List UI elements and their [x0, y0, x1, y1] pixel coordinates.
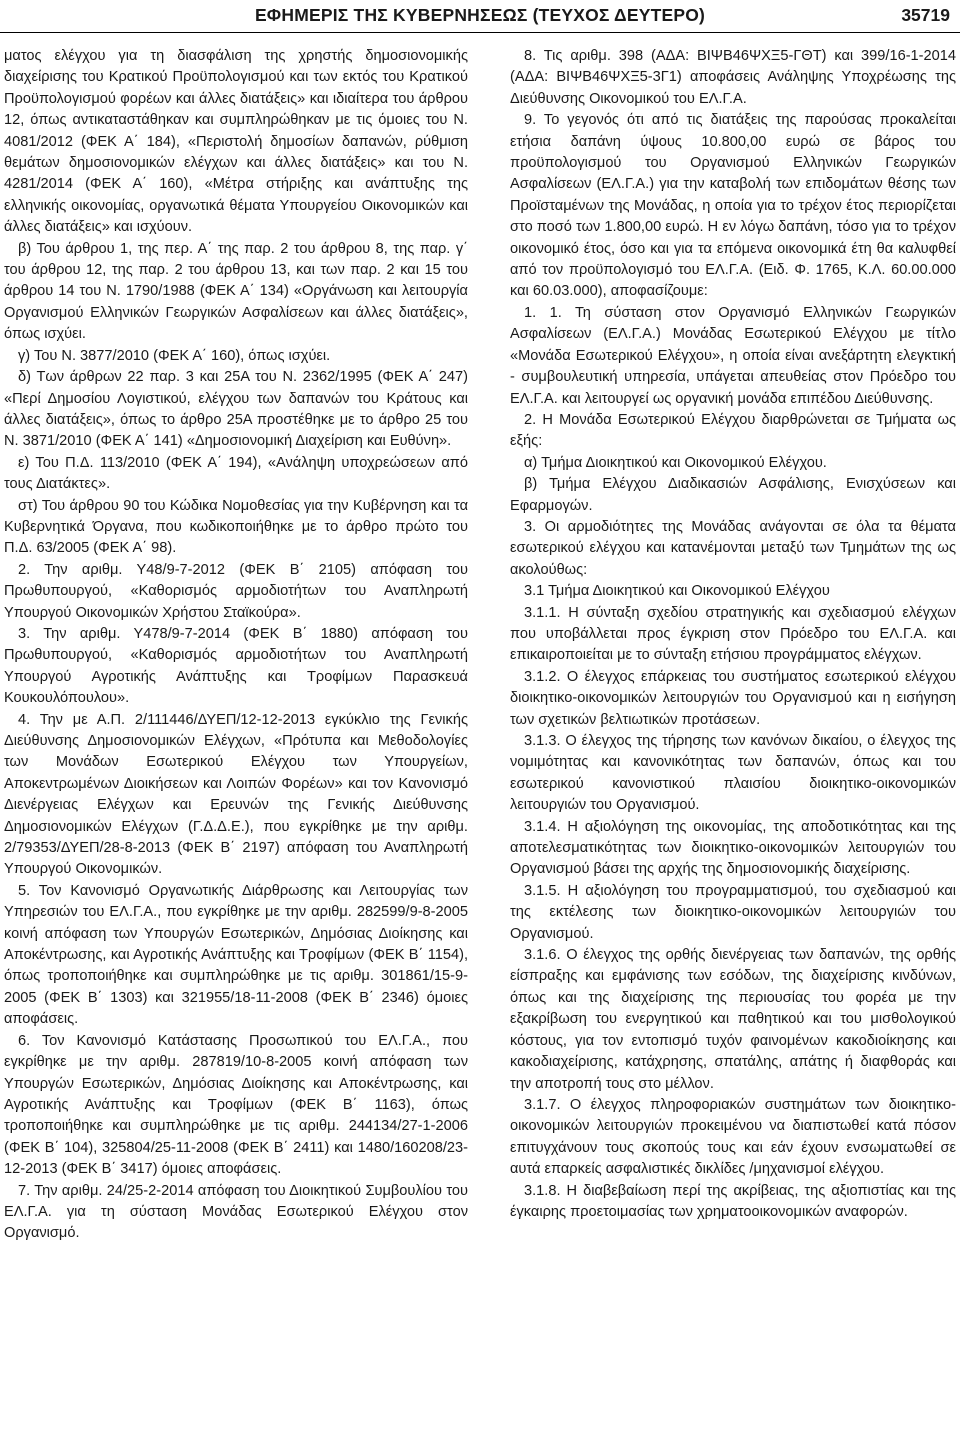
- paragraph: 2. Η Μονάδα Εσωτερικού Ελέγχου διαρθρώνεται σε Τμήματα ως εξής:: [510, 411, 956, 450]
- paragraph: 3.1.5. Η αξιολόγηση του προγραμματισμού, του σχεδιασμού και της εκτέλεσης των διοικητικο-οικονομικών λειτουργιών του Οργανισμού.: [510, 882, 956, 942]
- paragraph: 9. Το γεγονός ότι από τις διατάξεις της παρούσας προκαλείται ετήσια δαπάνη ύψους 10.800,00 ευρώ σε βάρος του προϋπολογισμού του Οργανισμού Ελληνικών Γεωργικών Ασφαλίσεων (ΕΛ.Γ.Α.) για την καταβολή των επιδομάτων θέσης των Προϊσταμένων της Μονάδας, η οποία για το τρέχον έτος περιορίζεται στο ποσό των 1.800,00 ευρώ. Η εν λόγω δαπάνη, τόσο για το τρέχον οικονομικό έτος, όσο και για τα επόμενα οικονομικά έτη θα καλυφθεί από τον προϋπολογισμό του ΕΛ.Γ.Α. (Ειδ. Φ. 1765, Κ.Λ. 60.00.000 και 60.03.000), αποφασίζουμε:: [510, 112, 956, 300]
- paragraph: 6. Τον Κανονισμό Κατάστασης Προσωπικού του ΕΛ.Γ.Α., που εγκρίθηκε με την αριθμ. 287819/10-8-2005 κοινή απόφαση των Υπουργών Εσωτερικών, Δημόσιας Διοίκησης και Αποκέντρωσης, και Αγροτικής Ανάπτυξης και Τροφίμων (ΦΕΚ Β΄ 1163), όπως τροποποιήθηκε και συμπληρώθηκε με τις αριθμ. 244134/27-1-2006 (ΦΕΚ Β΄ 104), 325804/25-11-2008 (ΦΕΚ Β΄ 2411) και 1480/160208/23-12-2013 (ΦΕΚ Β΄ 3417) όμοιες αποφάσεις.: [4, 1032, 468, 1178]
- paragraph: ματος ελέγχου για τη διασφάλιση της χρηστής δημοσιονομικής διαχείρισης του Κρατικού Προϋπολογισμού και των εκτός του Κρατικού Προϋπολογισμού φορέων και άλλες διατάξεις» και ιδιαίτερα του άρθρου 12, όπως αντικαταστάθηκαν και συμπληρώθηκαν με τις όμοιες του Ν. 4081/2012 (ΦΕΚ Α΄ 184), «Περιστολή δημοσίων δαπανών, ρύθμιση θεμάτων δημοσιονομικών ελέγχων και άλλες διατάξεις» και του Ν. 4281/2014 (ΦΕΚ Α΄ 160), «Μέτρα στήριξης και ανάπτυξης της ελληνικής οικονομίας, οργανωτικά θέματα Υπουργείου Οικονομικών και άλλες διατάξεις» και ισχύουν.: [4, 48, 468, 236]
- paragraph: 3.1.6. Ο έλεγχος της ορθής διενέργειας των δαπανών, της ορθής είσπραξης και εμφάνισης των εσόδων, της διαχείρισης κινδύνων, όπως και της διαχείρισης της περιουσίας του φορέα με την εξακρίβωση του ενεργητικού και παθητικού και του μισθολογικού κόστους, για τον εντοπισμό τυχόν φαινομένων κακοδιοίκησης και κακοδιαχείρισης, κατάχρησης, σπατάλης, απάτης ή διαφθοράς και την αποτροπή τους στο μέλλον.: [510, 947, 956, 1092]
- paragraph: 8. Τις αριθμ. 398 (ΑΔΑ: ΒΙΨΒ46ΨΧΞ5-ΓΘΤ) και 399/16-1-2014 (ΑΔΑ: ΒΙΨΒ46ΨΧΞ5-3Γ1) αποφάσεις Ανάληψης Υποχρέωσης της Διεύθυνσης Οικονομικού του ΕΛ.Γ.Α.: [510, 48, 956, 107]
- right-column: [510, 46, 956, 1223]
- paragraph: 7. Την αριθμ. 24/25-2-2014 απόφαση του Διοικητικού Συμβουλίου του ΕΛ.Γ.Α. για τη σύσταση Μονάδας Εσωτερικού Ελέγχου στον Οργανισμό.: [4, 1182, 468, 1242]
- paragraph: β) Του άρθρου 1, της περ. Α΄ της παρ. 2 του άρθρου 8, της παρ. γ΄ του άρθρου 12, της παρ. 2 του άρθρου 13, και των παρ. 2 και 15 του άρθρου 14 του Ν. 1790/1988 (ΦΕΚ Α΄ 134) «Οργάνωση και λειτουργία Οργανισμού Ελληνικών Γεωργικών Ασφαλίσεων και άλλες διατάξεις», όπως ισχύει.: [4, 240, 468, 343]
- left-column: [4, 46, 468, 1245]
- paragraph: γ) Του Ν. 3877/2010 (ΦΕΚ Α΄ 160), όπως ισχύει.: [18, 347, 331, 364]
- paragraph: 3.1.4. Η αξιολόγηση της οικονομίας, της αποδοτικότητας και της αποτελεσματικότητας των διοικητικο-οικονομικών λειτουργιών του Οργανισμού βάσει της αρχής της δημοσιονομικής διαχείρισης.: [510, 818, 956, 878]
- paragraph: 5. Τον Κανονισμό Οργανωτικής Διάρθρωσης και Λειτουργίας των Υπηρεσιών του ΕΛ.Γ.Α., που εγκρίθηκε με την αριθμ. 282599/9-8-2005 κοινή απόφαση των Υπουργών Εσωτερικών, Δημόσιας Διοίκησης και Αποκέντρωσης, και Αγροτικής Ανάπτυξης και Τροφίμων (ΦΕΚ Β΄ 1154), όπως τροποποιήθηκε και συμπληρώθηκε με τις αριθμ. 301861/15-9-2005 (ΦΕΚ Β΄ 1303) και 321955/18-11-2008 (ΦΕΚ Β΄ 2346) όμοιες αποφάσεις.: [4, 882, 468, 1028]
- paragraph: 3.1.2. Ο έλεγχος επάρκειας του συστήματος εσωτερικού ελέγχου διοικητικο-οικονομικών λειτουργιών του Οργανισμού και η εισήγηση των σχετικών βελτιωτικών προτάσεων.: [510, 668, 956, 728]
- paragraph: β) Τμήμα Ελέγχου Διαδικασιών Ασφάλισης, Ενισχύσεων και Εφαρμογών.: [510, 476, 956, 514]
- paragraph: 3. Οι αρμοδιότητες της Μονάδας ανάγονται σε όλα τα θέματα εσωτερικού ελέγχου και κατανέμονται μεταξύ των Τμημάτων της ως ακολούθως:: [510, 518, 956, 578]
- paragraph: 3.1.8. Η διαβεβαίωση περί της ακρίβειας, της αξιοπιστίας και της έγκαιρης προετοιμασίας των χρηματοοικονομικών αναφορών.: [510, 1182, 956, 1220]
- paragraph: 3.1.1. Η σύνταξη σχεδίου στρατηγικής και σχεδιασμού ελέγχων που υποβάλλεται προς έγκριση στον Πρόεδρο του ΕΛ.Γ.Α. και επικαιροποιείται με το σύνταξη ετήσιου προγράμματος ελέγχων.: [510, 604, 956, 664]
- paragraph: 4. Την με Α.Π. 2/111446/ΔΥΕΠ/12-12-2013 εγκύκλιο της Γενικής Διεύθυνσης Δημοσιονομικών Ελέγχων, «Πρότυπα και Μεθοδολογίες των Μονάδων Εσωτερικού Ελέγχου των Υπουργείων, Αποκεντρωμένων Διοικήσεων και Λοιπών Φορέων» και τον Κανονισμό Διενέργειας Ελέγχων και Ερευνών της Γενικής Διεύθυνσης Δημοσιονομικών Ελέγχων (Γ.Δ.Δ.Ε.), που εγκρίθηκε με την αριθμ. 2/79353/ΔΥΕΠ/28-8-2013 (ΦΕΚ Β΄ 2197) απόφαση του Αναπληρωτή Υπουργού Οικονομικών.: [4, 711, 468, 878]
- header-divider: [0, 32, 960, 33]
- paragraph: δ) Των άρθρων 22 παρ. 3 και 25Α του Ν. 2362/1995 (ΦΕΚ Α΄ 247) «Περί Δημοσίου Λογιστικού, ελέγχου των δαπανών του Κράτους και άλλες διατάξεις», όπως το άρθρο 25Α προστέθηκε με το άρθρο 25 του Ν. 3871/2010 (ΦΕΚ Α΄ 141) «Δημοσιονομική Διαχείριση και Ευθύνη».: [4, 369, 468, 450]
- page-header: [0, 0, 960, 34]
- gazette-title: ΕΦΗΜΕΡΙΣ ΤΗΣ ΚΥΒΕΡΝΗΣΕΩΣ (ΤΕΥΧΟΣ ΔΕΥΤΕΡΟ): [254, 5, 706, 25]
- paragraph: α) Τμήμα Διοικητικού και Οικονομικού Ελέγχου.: [524, 454, 827, 471]
- page-number: 35719: [901, 5, 950, 25]
- paragraph: 2. Την αριθμ. Υ48/9-7-2012 (ΦΕΚ Β΄ 2105) απόφαση του Πρωθυπουργού, «Καθορισμός αρμοδιοτήτων του Αναπληρωτή Υπουργού Οικονομικών Χρήστου Σταϊκούρα».: [4, 561, 468, 621]
- paragraph: 3. Την αριθμ. Υ478/9-7-2014 (ΦΕΚ Β΄ 1880) απόφαση του Πρωθυπουργού, «Καθορισμός αρμοδιοτήτων του Αναπληρωτή Υπουργού Αγροτικής Ανάπτυξης και Τροφίμων Παρασκευά Κουκουλόπουλου».: [4, 625, 468, 707]
- paragraph: 3.1.3. Ο έλεγχος της τήρησης των κανόνων δικαίου, ο έλεγχος της νομιμότητας και κανονικότητας των δαπανών, όπως και του εσωτερικού κανονιστικού πλαισίου διοικητικο-οικονομικών λειτουργιών του Οργανισμού.: [510, 733, 956, 814]
- paragraph: στ) Του άρθρου 90 του Κώδικα Νομοθεσίας για την Κυβέρνηση και τα Κυβερνητικά Όργανα, που κωδικοποιήθηκε με το άρθρο πρώτο του Π.Δ. 63/2005 (ΦΕΚ Α΄ 98).: [4, 497, 468, 557]
- paragraph: 1. 1. Τη σύσταση στον Οργανισμό Ελληνικών Γεωργικών Ασφαλίσεων (ΕΛ.Γ.Α.) Μονάδας Εσωτερικού Ελέγχου με τίτλο «Μονάδα Εσωτερικού Ελέγχου», η οποία είναι ανεξάρτητη ελεγκτική - συμβουλευτική υπηρεσία, υπάγεται απευθείας στον Πρόεδρο του ΕΛ.Γ.Α. και λειτουργεί ως οργανική μονάδα επιπέδου Διεύθυνσης.: [510, 304, 956, 407]
- paragraph: ε) Του Π.Δ. 113/2010 (ΦΕΚ Α΄ 194), «Ανάληψη υποχρεώσεων από τους Διατάκτες».: [4, 454, 468, 493]
- paragraph: 3.1 Τμήμα Διοικητικού και Οικονομικού Ελέγχου: [524, 583, 830, 600]
- paragraph: 3.1.7. Ο έλεγχος πληροφοριακών συστημάτων των διοικητικο-οικονομικών λειτουργιών προκειμένου να διαπιστωθεί κατά πόσον επιτυγχάνουν τους σκοπούς τους και εάν έχουν ενσωματωθεί σε αυτά επαρκείς ασφαλιστικές δικλίδες /μηχανισμοί ελέγχου.: [510, 1096, 956, 1178]
